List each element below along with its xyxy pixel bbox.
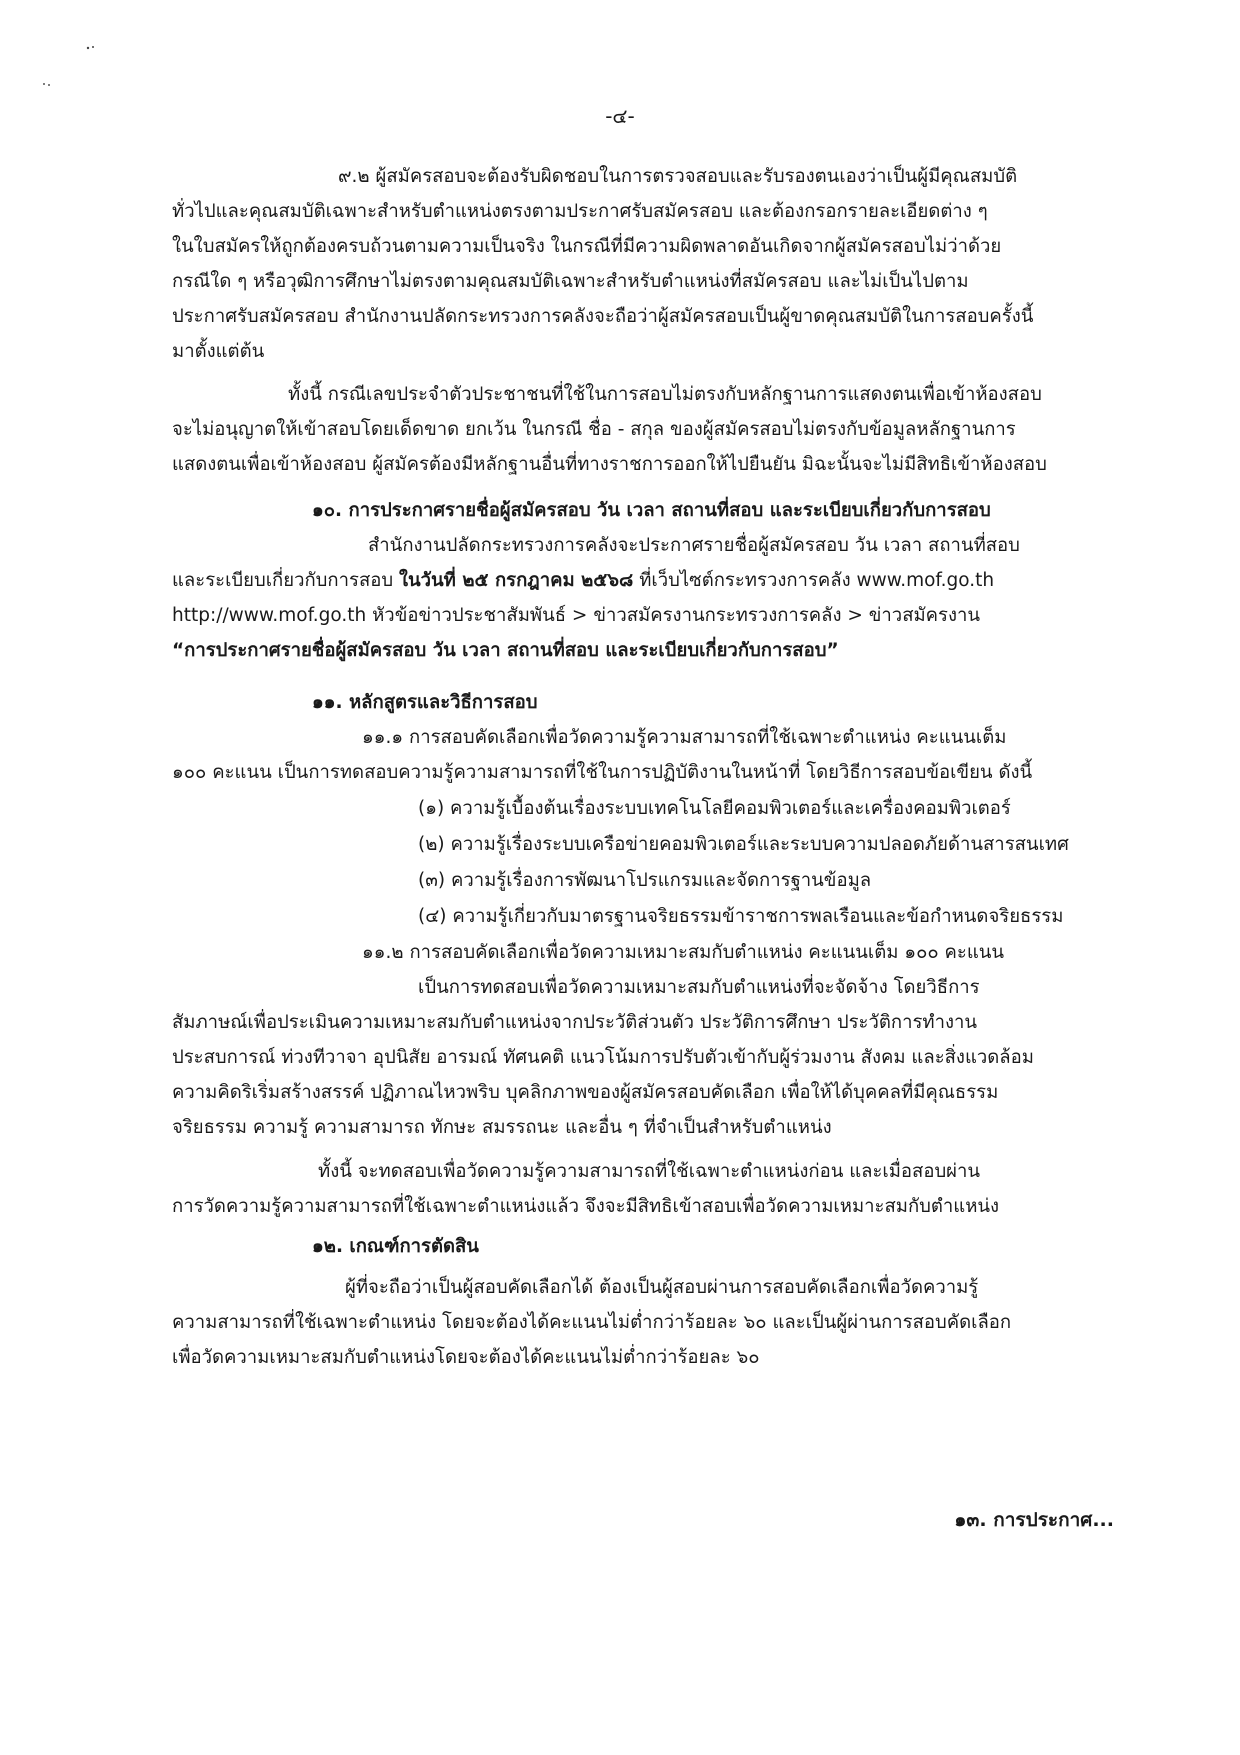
para-9-2-line: มาตั้งแต่ต้น (172, 341, 265, 362)
para-9-2-line: กรณีใด ๆ หรือวุฒิการศึกษาไม่ตรงตามคุณสมบัติเฉพาะสำหรับตำแหน่งที่สมัครสอบ และไม่เป็นไปตาม (172, 271, 969, 292)
para-9-2-line: ๙.๒ ผู้สมัครสอบจะต้องรับผิดชอบในการตรวจสอบและรับรองตนเองว่าเป็นผู้มีคุณสมบัติ (338, 166, 1018, 187)
id-check-line: จะไม่อนุญาตให้เข้าสอบโดยเด็ดขาด ยกเว้น ในกรณี ชื่อ - สกุล ของผู้สมัครสอบไม่ตรงกับข้อมูลหลักฐานการ (172, 419, 1016, 440)
continuation-footer: ๑๓. การประกาศ... (954, 1509, 1114, 1531)
section-12-line: ผู้ที่จะถือว่าเป็นผู้สอบคัดเลือกได้ ต้องเป็นผู้สอบผ่านการสอบคัดเลือกเพื่อวัดความรู้ (345, 1277, 979, 1298)
section-11-2-line: จริยธรรม ความรู้ ความสามารถ ทักษะ สมรรถนะ และอื่น ๆ ที่จำเป็นสำหรับตำแหน่ง (172, 1117, 832, 1138)
exam-topic-item: (๒) ความรู้เรื่องระบบเครือข่ายคอมพิวเตอร์และระบบความปลอดภัยด้านสารสนเทศ (418, 834, 1069, 855)
section-12-heading: ๑๒. เกณฑ์การตัดสิน (312, 1236, 479, 1257)
exam-topic-item: (๓) ความรู้เรื่องการพัฒนาโปรแกรมและจัดการฐานข้อมูล (418, 870, 872, 891)
section-12-line: ความสามารถที่ใช้เฉพาะตำแหน่ง โดยจะต้องได้คะแนนไม่ต่ำกว่าร้อยละ ๖๐ และเป็นผู้ผ่านการสอบคัดเลือก (172, 1312, 1012, 1333)
section-11-1-line: ๑๑.๑ การสอบคัดเลือกเพื่อวัดความรู้ความสามารถที่ใช้เฉพาะตำแหน่ง คะแนนเต็ม (362, 727, 1007, 748)
scan-specks (40, 40, 120, 100)
text: และระเบียบเกี่ยวกับการสอบ (172, 570, 399, 591)
section-11-note-line: ทั้งนี้ จะทดสอบเพื่อวัดความรู้ความสามารถที่ใช้เฉพาะตำแหน่งก่อน และเมื่อสอบผ่าน (318, 1161, 981, 1182)
section-10-quote: “การประกาศรายชื่อผู้สมัครสอบ วัน เวลา สถานที่สอบ และระเบียบเกี่ยวกับการสอบ” (172, 640, 839, 661)
para-9-2-line: ทั่วไปและคุณสมบัติเฉพาะสำหรับตำแหน่งตรงตามประกาศรับสมัครสอบ และต้องกรอกรายละเอียดต่าง ๆ (172, 201, 988, 222)
section-11-1-line: ๑๐๐ คะแนน เป็นการทดสอบความรู้ความสามารถที่ใช้ในการปฏิบัติงานในหน้าที่ โดยวิธีการสอบข้อเขียน ดังนี้ (172, 762, 1033, 783)
section-10-date-line (172, 566, 994, 596)
section-12-line: เพื่อวัดความเหมาะสมกับตำแหน่งโดยจะต้องได้คะแนนไม่ต่ำกว่าร้อยละ ๖๐ (172, 1347, 760, 1368)
section-11-heading: ๑๑. หลักสูตรและวิธีการสอบ (312, 692, 538, 713)
section-11-note-line: การวัดความรู้ความสามารถที่ใช้เฉพาะตำแหน่งแล้ว จึงจะมีสิทธิเข้าสอบเพื่อวัดความเหมาะสมกับตำแหน่ง (172, 1196, 1000, 1217)
section-11-2-line: ๑๑.๒ การสอบคัดเลือกเพื่อวัดความเหมาะสมกับตำแหน่ง คะแนนเต็ม ๑๐๐ คะแนน (362, 942, 1005, 963)
section-11-2-line: เป็นการทดสอบเพื่อวัดความเหมาะสมกับตำแหน่งที่จะจัดจ้าง โดยวิธีการ (418, 977, 980, 998)
id-check-line: ทั้งนี้ กรณีเลขประจำตัวประชาชนที่ใช้ในการสอบไม่ตรงกับหลักฐานการแสดงตนเพื่อเข้าห้องสอบ (288, 384, 1042, 405)
para-9-2-line: ประกาศรับสมัครสอบ สำนักงานปลัดกระทรวงการคลังจะถือว่าผู้สมัครสอบเป็นผู้ขาดคุณสมบัติในการสอบครั้งนี้ (172, 306, 1034, 327)
text: ที่เว็บไซต์กระทรวงการคลัง www.mof.go.th (633, 570, 995, 591)
id-check-line: แสดงตนเพื่อเข้าห้องสอบ ผู้สมัครต้องมีหลักฐานอื่นที่ทางราชการออกให้ไปยืนยัน มิฉะนั้นจะไม่มีสิทธิเข้าห้องสอบ (172, 454, 1047, 475)
section-11-2-line: สัมภาษณ์เพื่อประเมินความเหมาะสมกับตำแหน่งจากประวัติส่วนตัว ประวัติการศึกษา ประวัติการทำงาน (172, 1012, 978, 1033)
section-10-heading: ๑๐. การประกาศรายชื่อผู้สมัครสอบ วัน เวลา สถานที่สอบ และระเบียบเกี่ยวกับการสอบ (312, 500, 991, 521)
page-number: -๔- (605, 104, 635, 128)
section-11-2-line: ความคิดริเริ่มสร้างสรรค์ ปฏิภาณไหวพริบ บุคลิกภาพของผู้สมัครสอบคัดเลือก เพื่อให้ได้บุคคลที่มีคุณธรรม (172, 1082, 999, 1103)
exam-topic-item: (๑) ความรู้เบื้องต้นเรื่องระบบเทคโนโลยีคอมพิวเตอร์และเครื่องคอมพิวเตอร์ (418, 798, 1011, 819)
section-11-2-line: ประสบการณ์ ท่วงทีวาจา อุปนิสัย อารมณ์ ทัศนคติ แนวโน้มการปรับตัวเข้ากับผู้ร่วมงาน สังคม และสิ่งแวดล้อม (172, 1047, 1034, 1068)
para-9-2-line: ในใบสมัครให้ถูกต้องครบถ้วนตามความเป็นจริง ในกรณีที่มีความผิดพลาดอันเกิดจากผู้สมัครสอบไม่ว่าด้วย (172, 236, 1002, 257)
section-10-line: http://www.mof.go.th หัวข้อข่าวประชาสัมพันธ์ > ข่าวสมัครงานกระทรวงการคลัง > ข่าวสมัครงาน (172, 605, 981, 626)
exam-topic-item: (๔) ความรู้เกี่ยวกับมาตรฐานจริยธรรมข้าราชการพลเรือนและข้อกำหนดจริยธรรม (418, 906, 1064, 927)
announcement-date: ในวันที่ ๒๕ กรกฎาคม ๒๕๖๘ (398, 570, 634, 591)
section-10-line: สำนักงานปลัดกระทรวงการคลังจะประกาศรายชื่อผู้สมัครสอบ วัน เวลา สถานที่สอบ (368, 535, 1020, 556)
